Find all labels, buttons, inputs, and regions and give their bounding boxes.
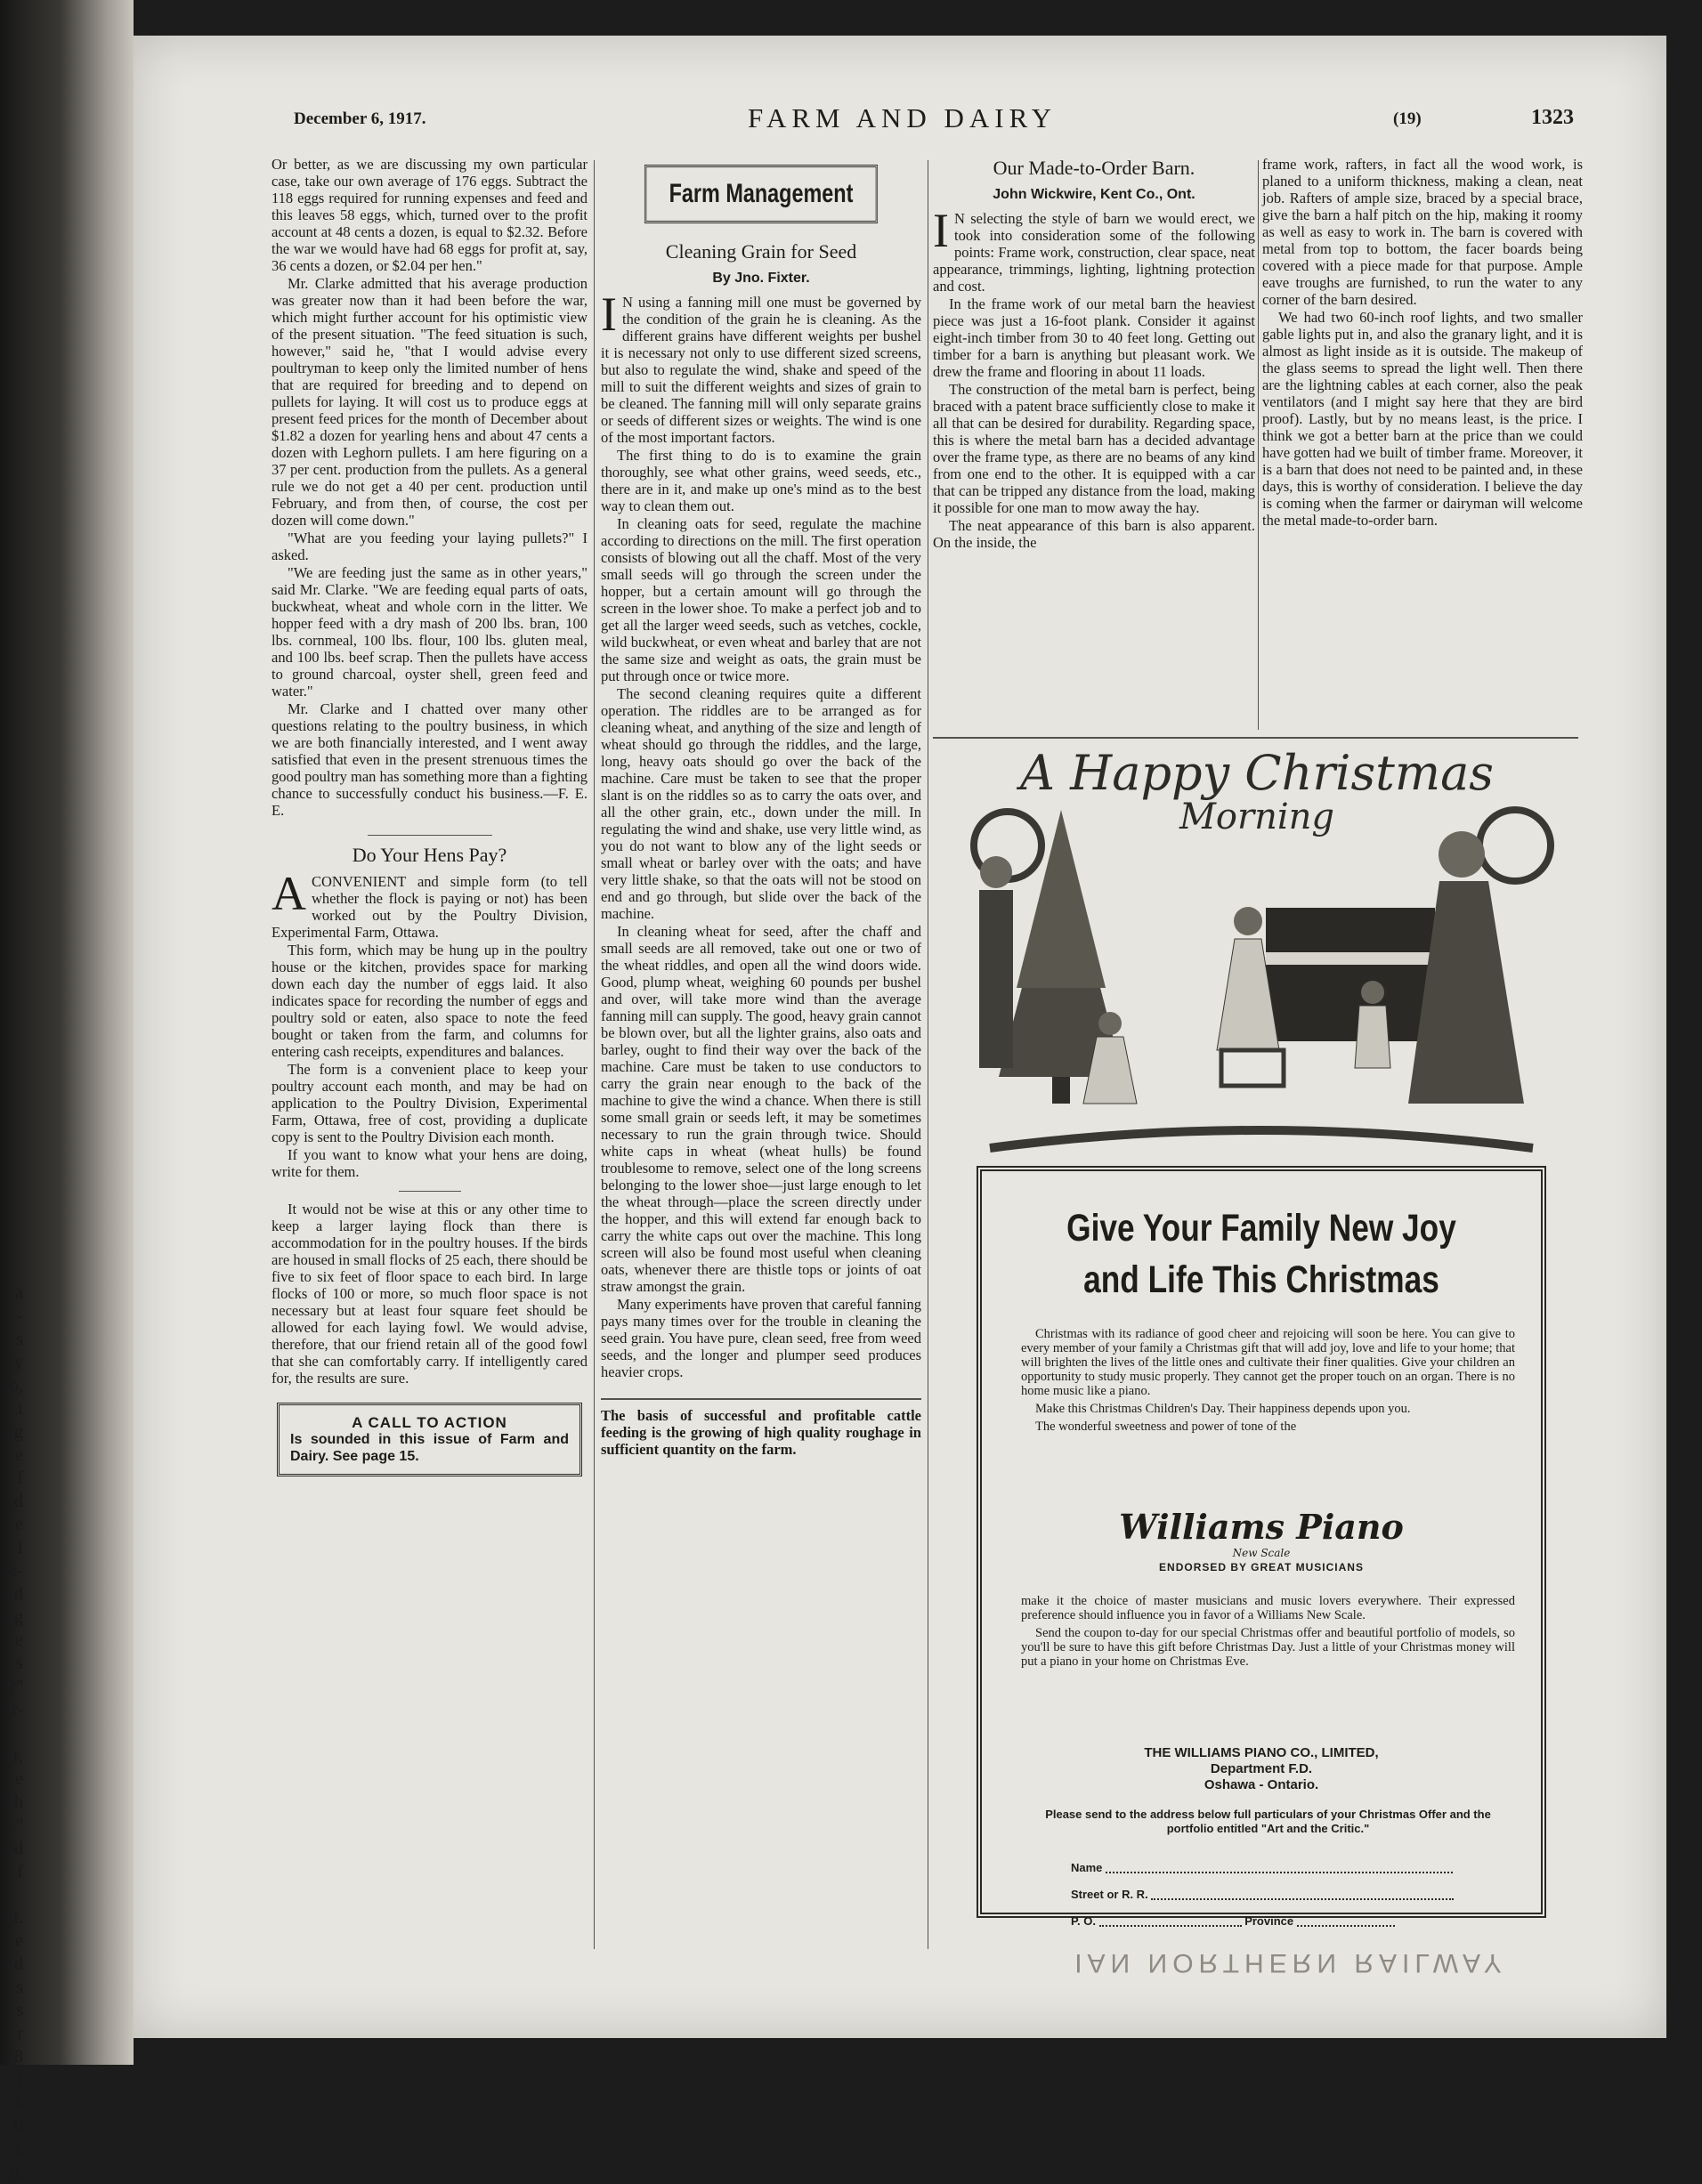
column-3 bbox=[933, 156, 1255, 552]
article-paragraph: "We are feeding just the same as in other years," said Mr. Clarke. "We are feeding equal parts of oats, buckwheat, wheat and whole corn in the litter. We hopper feed with a dry mash of 200 lbs. bran, 100 lbs. cornmeal, 100 lbs. flour, 100 lbs. gluten meal, and 100 lbs. beef scrap. Then the pullets have access to ground charcoal, oyster shell, green feed and water." bbox=[272, 564, 588, 700]
call-to-action-box bbox=[277, 1403, 582, 1476]
field-label: Name bbox=[1071, 1861, 1103, 1874]
boy-figure bbox=[1361, 981, 1384, 1004]
divider bbox=[399, 1191, 461, 1192]
ad-headline bbox=[1033, 1202, 1491, 1306]
child-figure bbox=[1098, 1012, 1122, 1035]
article-paragraph: In cleaning wheat for seed, after the chaff and small seeds are all removed, take out one or two of the wheat riddles, and open all the wind doors wide. Good, plump wheat, weighing 60 pounds per bushel and over, will take more wind than the average fanning mill can supply. The good, heavy grain cannot be blown over, but all the lighter grains, also oats and barley, ought to find their way over the back of the machine. Care must be taken to use conductors to carry the grain near enough to the back of the machine to give the wind a chance. When there is still some small grain or seeds left, it may be sometimes necessary to run the grain through twice. Should white caps in wheat (wheat hulls) be found troublesome to remove, select one of the long screens belonging to the lower shoe—just large enough to let the wheat through—place the screen directly under the hopper, and this will extend far enough back to carry the white caps out over the machine. This long screen will also be found most useful when cleaning oats, whenever there are thistle tops or joints of oat straw amongst the grain. bbox=[601, 923, 921, 1295]
coupon-po-field[interactable] bbox=[1071, 1914, 1395, 1928]
article-paragraph: Mr. Clarke admitted that his average production was greater now than it had been before the war, which might further account for his optimistic view of the present situation. "The feed situation is such, however," said he, "that I would advise every poultryman to keep only the limited number of hens that are required for breeding and to depend on pullets for laying. It will cost us to produce eggs at present feed prices for the month of December about $1.82 a dozen for yearling hens and about 47 cents a dozen with Leghorn pullets. I am here figuring on a 37 per cent. production from the pullets. As a general rule we do not get a 40 per cent. production until February, and from then, of course, the cost per dozen will come down." bbox=[272, 275, 588, 529]
ad-paragraph: Make this Christmas Children's Day. Their happiness depends upon you. bbox=[1035, 1402, 1411, 1416]
coupon-name-field[interactable] bbox=[1071, 1861, 1453, 1874]
article-paragraph: Or better, as we are discussing my own particular case, take our own average of 176 eggs. Subtract the 118 eggs required for running expenses and feed and this leaves 58 eggs, which, turned over to the profit account at 48 cents a dozen, is equal to $2.32. Before the war we would have had 68 eggs for profit at, say, 36 cents a dozen, or $2.04 per hen." bbox=[272, 156, 588, 274]
company-name: THE WILLIAMS PIANO CO., LIMITED, bbox=[1144, 1745, 1379, 1760]
christmas-scene-illustration bbox=[954, 783, 1560, 1193]
column-rule bbox=[1258, 160, 1259, 730]
article-paragraph: The form is a convenient place to keep your poultry account each month, and may be had on application to the Poultry Division, Experimental Farm, Ottawa, free of cost, providing a duplicate copy is sent to the Poultry Division each month. bbox=[272, 1061, 588, 1145]
article-paragraph: In cleaning oats for seed, regulate the machine according to directions on the mill. The first operation consists of blowing out all the chaff. Most of the very small seeds will go through the screen under the hopper, but a certain amount will go through the screen in the lower shoe. To make a perfect job and to get all the larger weed seeds, such as vetches, cockle, wild buckwheat, or even wheat and barley that are not the same size and weight as oats, the grain must be put through once or twice more. bbox=[601, 515, 921, 684]
ad-script-line: Morning bbox=[1179, 797, 1335, 837]
field-label: Province bbox=[1244, 1914, 1294, 1928]
ad-paragraph: Send the coupon to-day for our special Christmas offer and beautiful portfolio of models, so you'll be sure to have this gift before Christmas Day. Just a little of your Christmas money will put a piano in your home on Christmas Eve. bbox=[1021, 1626, 1515, 1669]
article-paragraph: frame work, rafters, in fact all the wood work, is planed to a uniform thickness, making a clean, neat job. Rafters of ample size, braced by a special brace, give the barn a half pitch on the hip, making it roomy as well as easy to work in. The barn is covered with metal from top to bottom, the facer boards being covered with a piece made for that purpose. Ample eave troughs are furnished, to run the water to any corner of the barn desired. bbox=[1262, 156, 1583, 308]
article-paragraph: "What are you feeding your laying pullets?" I asked. bbox=[272, 530, 588, 563]
article-paragraph: In the frame work of our metal barn the heaviest piece was just a 16-foot plank. Consider it against eight-inch timber from 30 to 40 feet long. Getting out timber for a barn is anything but pleasant work. We drew the frame and flooring in about 11 loads. bbox=[933, 295, 1255, 380]
article-paragraph: IN selecting the style of barn we would erect, we took into consideration some of the following points: Frame work, construction, clear space, neat appearance, trimmings, lighting, lightning protection and cost. bbox=[933, 204, 1255, 295]
column-4 bbox=[1262, 156, 1583, 530]
man-figure bbox=[979, 890, 1013, 1068]
article-paragraph: The neat appearance of this barn is also apparent. On the inside, the bbox=[933, 517, 1255, 551]
article-paragraph: ACONVENIENT and simple form (to tell whether the flock is paying or not) has been worked out by the Poultry Division, Experimental Farm, Ottawa. bbox=[272, 867, 588, 941]
article-paragraph: The second cleaning requires quite a different operation. The riddles are to be arranged as for cleaning wheat, and anything of the size and length of wheat should go through the riddles, and the large, long, heavy oats should go over the back of the machine. Care must be taken to see that the proper slant is on the riddles so as to carry the oats over, and all the other grain, etc., down under the mill. In regulating the wind and shake, use very little wind, as you do not want to blow any of the light seeds or small wheat or barley over with the oats; and have very little shake, so that the oats will not be stood on end and go through, but slide over the back of the machine. bbox=[601, 685, 921, 922]
article-title: Our Made-to-Order Barn. bbox=[993, 157, 1195, 179]
article-byline: John Wickwire, Kent Co., Ont. bbox=[993, 187, 1195, 202]
endorsement-line: ENDORSED BY GREAT MUSICIANS bbox=[1159, 1561, 1364, 1573]
article-byline: By Jno. Fixter. bbox=[712, 271, 810, 286]
column-1 bbox=[272, 156, 588, 1476]
article-paragraph: Mr. Clarke and I chatted over many other questions relating to the poultry business, in which we are both financially interested, and I went away satisfied that even in the present strenuous times the good poultry man has something more than a fighting chance to successfully conduct his business.—F. E. E. bbox=[272, 700, 588, 819]
piano-icon bbox=[1266, 908, 1435, 1041]
masthead: FARM AND DAIRY bbox=[748, 102, 1057, 133]
article-title: Cleaning Grain for Seed bbox=[665, 240, 857, 263]
wreath-icon bbox=[1479, 810, 1551, 881]
ad-headline-line: Give Your Family New Joy bbox=[1066, 1207, 1456, 1250]
holly-garland bbox=[990, 1130, 1533, 1148]
field-label: Street or R. R. bbox=[1071, 1888, 1148, 1901]
ad-body-text bbox=[1021, 1327, 1515, 1437]
field-label: P. O. bbox=[1071, 1914, 1096, 1928]
ad-paragraph: Christmas with its radiance of good cheer and rejoicing will soon be here. You can give to every member of your family a Christmas gift that will add joy, love and life to your home; that will brighten the lives of the little ones and cultivate their finer qualities. Give your children an opportunity to study music properly. They cannot get the proper touch on an organ. There is no home music like a piano. bbox=[1021, 1327, 1515, 1398]
section-page-number: (19) bbox=[1393, 109, 1422, 128]
call-box-title: A CALL TO ACTION bbox=[352, 1414, 507, 1431]
coupon-request: Please send to the address below full particulars of your Christmas Offer and the portfolio entitled "Art and the Critic." bbox=[1045, 1808, 1491, 1835]
williams-piano-logo: Williams Piano bbox=[1119, 1507, 1404, 1547]
adjacent-page-edge bbox=[0, 0, 134, 2182]
company-location: Oshawa - Ontario. bbox=[1204, 1777, 1319, 1792]
article-paragraph: It would not be wise at this or any other time to keep a larger laying flock than there is accommodation for in the poultry houses. If the birds are housed in small flocks of 25 each, there should be five to six feet of floor space to each bird. In large flocks of 100 or more, so much floor space is not necessary but at least four square feet should be allowed for each laying fowl. We would advise, therefore, that our friend retain all of the good fowl that she can comfortably carry. If intelligently cared for, the results are sure. bbox=[272, 1201, 588, 1387]
article-paragraph: The first thing to do is to examine the grain thoroughly, see what other grains, weed seeds, etc., there are in it, and make up one's mind as to the best way to clean them out. bbox=[601, 447, 921, 514]
article-title: Do Your Hens Pay? bbox=[352, 844, 507, 866]
girl-at-piano-figure bbox=[1234, 907, 1262, 935]
bleed-through-text: IAN NORTHERN RAILWAY bbox=[1074, 1948, 1507, 1978]
ad-text-frame bbox=[977, 1166, 1546, 1928]
logo-subtitle: New Scale bbox=[1232, 1547, 1291, 1559]
article-paragraph: We had two 60-inch roof lights, and two smaller gable lights put in, and also the granary light, and it is almost as light inside as it is outside. The makeup of the glass seems to spread the light well. Then there are the lightning cables at each corner, also the peak ventilators (and I might say here that they are bird proof). Lastly, but by no means least, is the price. I think we got a better barn at the price than we could have gotten had we built of timber frame. Moreover, it is a barn that does not need to be painted and, in these days, this is worthy of consideration. I believe the day is coming when the farmer or dairyman will welcome the metal made-to-order barn. bbox=[1262, 309, 1583, 529]
call-box-text: Is sounded in this issue of Farm and Dairy. See page 15. bbox=[290, 1432, 569, 1464]
company-address bbox=[982, 1745, 1541, 1793]
article-paragraph: The construction of the metal barn is perfect, being braced with a patent brace sufficiently close to make it all that can be desired for durability. Regarding space, this is where the metal barn has a decided advantage over the frame type, as there are no beams of any kind from one end to the other. It is equipped with a car that can be tripped any distance from the load, making it possible for one man to mow away the hay. bbox=[933, 381, 1255, 516]
woman-figure bbox=[1439, 831, 1485, 878]
column-2 bbox=[601, 156, 921, 1459]
article-paragraph: If you want to know what your hens are doing, write for them. bbox=[272, 1146, 588, 1180]
coupon-street-field[interactable] bbox=[1071, 1888, 1454, 1901]
ad-script-line: A Happy Christmas bbox=[1020, 745, 1494, 801]
ad-headline-line: and Life This Christmas bbox=[1083, 1258, 1439, 1301]
adjacent-page-fragments: a - s y o, t g e f d e I e- d g e s ?" r- r, e h ." d f t. e d s s r 8 t 8 0 e n. bbox=[7, 1283, 23, 2182]
company-department: Department F.D. bbox=[1210, 1761, 1313, 1776]
section-rule bbox=[933, 737, 1578, 739]
article-paragraph: IN using a fanning mill one must be governed by the condition of the grain he is cleaning. As the different grains have different weights per bushel it is necessary not only to use different sized screens, but also to regulate the wind, shake and speed of the mill to suit the different weights and sizes of grain to be cleaned. The fanning mill will only separate grains or seeds of different sizes or weights. The wind is one of the most important factors. bbox=[601, 287, 921, 446]
column-rule bbox=[594, 160, 595, 1949]
page-header bbox=[160, 102, 1576, 147]
section-heading-box: Farm Management bbox=[644, 165, 878, 223]
ad-paragraph: The wonderful sweetness and power of tone of the bbox=[1035, 1420, 1297, 1434]
ad-paragraph: make it the choice of master musicians and music lovers everywhere. Their expressed preference should influence you in favor of a Williams New Scale. bbox=[1021, 1594, 1515, 1622]
article-paragraph: This form, which may be hung up in the poultry house or the kitchen, provides space for marking down each day the number of eggs laid. It also indicates space for recording the number of eggs and poultry sold or eaten, also space to note the feed bought or taken from the farm, and columns for entering cash receipts, expenditures and balances. bbox=[272, 942, 588, 1060]
page-number: 1323 bbox=[1531, 106, 1574, 129]
ad-body-text-2 bbox=[1021, 1594, 1515, 1672]
piano-advertisement bbox=[936, 745, 1577, 1928]
piano-stool bbox=[1221, 1050, 1284, 1086]
article-paragraph: Many experiments have proven that careful fanning pays many times over for the trouble in cleaning the seed grain. You have pure, clean seed, free from weed seeds, and the longer and plumper seed produces heavier crops. bbox=[601, 1296, 921, 1380]
issue-date: December 6, 1917. bbox=[294, 109, 426, 128]
divider bbox=[368, 835, 492, 836]
filler-note: The basis of successful and profitable cattle feeding is the growing of high quality roughage in sufficient quantity on the farm. bbox=[601, 1398, 921, 1458]
